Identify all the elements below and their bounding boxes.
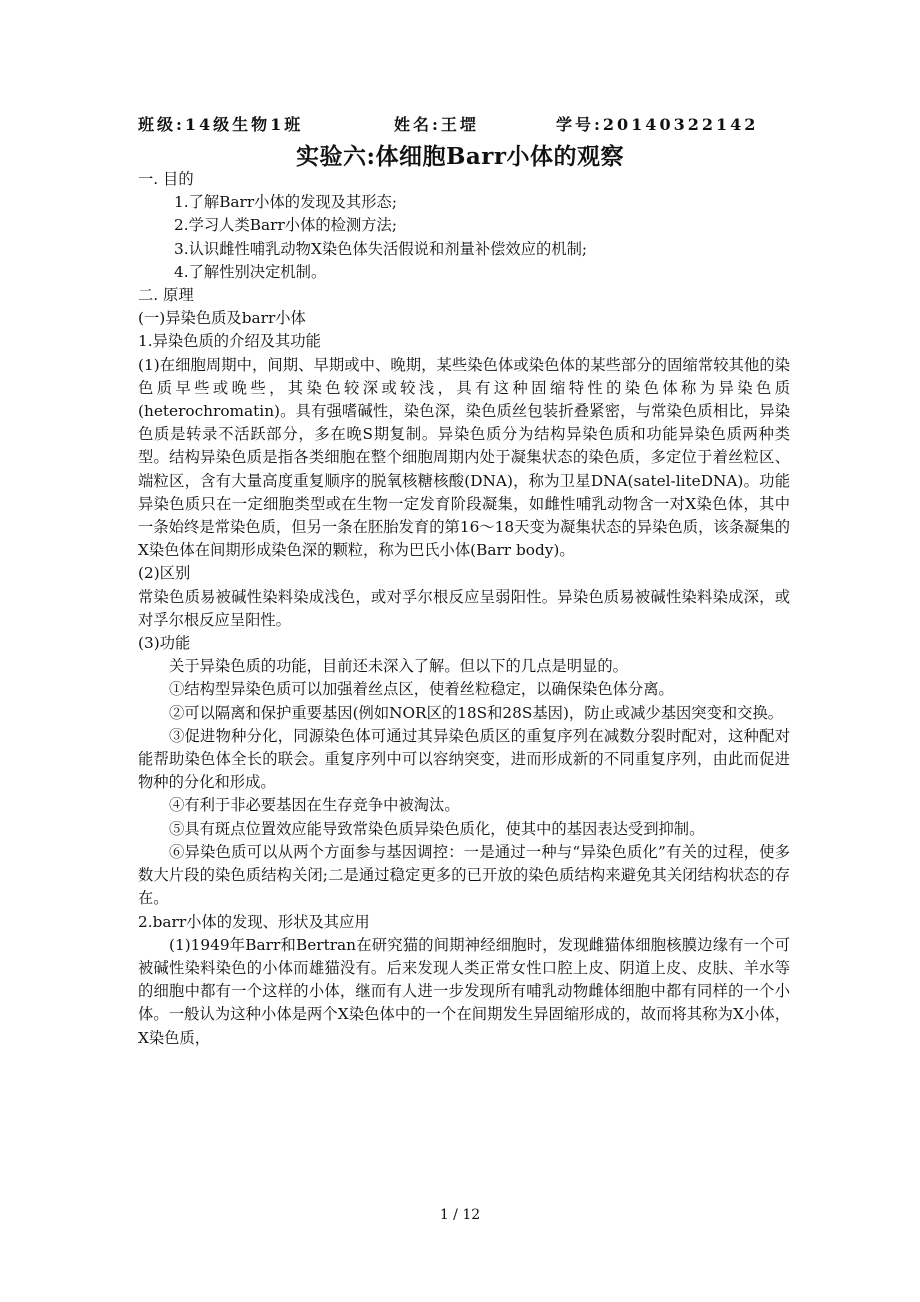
paragraph-difference: 常染色质易被碱性染料染成浅色，或对孚尔根反应呈弱阳性。异染色质易被碱性染料染成深，或对孚尔根反应呈阳性。 <box>138 587 790 629</box>
student-name: 姓名:王堽 <box>394 115 479 134</box>
paragraph-heading-difference: (2)区别 <box>138 564 191 583</box>
student-id: 学号:2014032214​2 <box>556 115 759 134</box>
page-number: 1 / 12 <box>439 1207 481 1223</box>
paragraph-function-intro: 关于异染色质的功能，目前还未深入了解。但以下的几点是明显的。 <box>169 657 628 676</box>
function-item: ④有利于非必要基因在生存竞争中被淘汰。 <box>169 796 460 815</box>
paragraph-heterochromatin: (1)在细胞周期中，间期、早期或中、晚期，某些染色体或染色体的某些部分的固缩常较其他的染色质早些或晚些，其染色较深或较浅，具有这种固缩特性的染色体称为异染色质(heterochromatin)。具有强嗜碱性，染色深，染色质丝包装折叠紧密，与常染色质相比，异染色质是转录不活跃部分，多在晚S期复制。异染色质分为结构异染色质和功能异染色质两种类型。结构异染色质是指各类细胞在整个细胞周期内处于凝集状态的染色质，多定位于着丝粒区、端粒区，含有大量高度重复顺序的脱氧核糖核酸(DNA)，称为卫星DNA(satel-liteDNA)。功能异染色质只在一定细胞类型或在生物一定发育阶段凝集，如雌性哺乳动物含一对X染色体，其中一条始终是常染色质，但另一条在胚胎发育的第16～18天变为凝集状态的异染色质，该条凝集的X染色体在间期形成染色深的颗粒，称为巴氏小体(Barr body)。 <box>138 355 790 560</box>
function-item: ②可以隔离和保护重要基因(例如NOR区的18S和28S基因)，防止或减少基因突变和交换。 <box>169 703 784 722</box>
goal-item: 2.学习人类Barr小体的检测方法; <box>174 216 398 235</box>
paragraph-barr-discovery: (1)1949年Barr和Bertran在研究猫的间期神经细胞时，发现雌猫体细胞核膜边缘有一个可被碱性染料染色的小体而雄猫没有。后来发现人类正常女性口腔上皮、阴道上皮、皮肤、羊水等的细胞中都有一个这样的小体，继而有人进一步发现所有哺乳动物雌体细胞中都有同样的一个小体。一般认为这种小体是两个X染色体中的一个在间期发生异固缩形成的，故而将其称为X小体，X染色质， <box>138 935 790 1047</box>
topic-heading: 1.异染色质的介绍及其功能 <box>138 332 321 351</box>
goal-item: 1.了解Barr小体的发现及其形态; <box>174 193 398 212</box>
section-heading-purpose: 一. 目的 <box>138 170 194 188</box>
document-body <box>138 168 790 1050</box>
goal-item: 3.认识雌性哺乳动物X染色体失活假说和剂量补偿效应的机制; <box>174 239 588 258</box>
subsection-heading: (一)异染色质及barr小体 <box>138 309 306 328</box>
function-item: ③促进物种分化，同源染色体可通过其异染色质区的重复序列在减数分裂时配对，这种配对能帮助染色体全长的联会。重复序列中可以容纳突变，进而形成新的不同重复序列，由此而促进物种的分化和形成。 <box>138 726 790 792</box>
section-heading-principle: 二. 原理 <box>138 286 194 305</box>
topic-heading: 2.barr小体的发现、形状及其应用 <box>138 912 370 931</box>
student-info-line <box>138 112 788 138</box>
paragraph-heading-function: (3)功能 <box>138 634 191 653</box>
function-item: ①结构型异染色质可以加强着丝点区，使着丝粒稳定，以确保染色体分离。 <box>169 680 674 699</box>
goal-item: 4.了解性别决定机制。 <box>174 262 327 281</box>
function-item: ⑤具有斑点位置效应能导致常染色质异染色质化，使其中的基因表达受到抑制。 <box>169 819 705 838</box>
class-info: 班级:14级生物1班 <box>138 115 304 134</box>
document-title: 实验六:体细胞Barr小体的观察 <box>295 143 625 170</box>
function-item: ⑥异染色质可以从两个方面参与基因调控：一是通过一种与“异染色质化”有关的过程，使多数大片段的染色质结构关闭;二是通过稳定更多的已开放的染色质结构来避免其关闭结构状态的存在。 <box>138 842 790 908</box>
